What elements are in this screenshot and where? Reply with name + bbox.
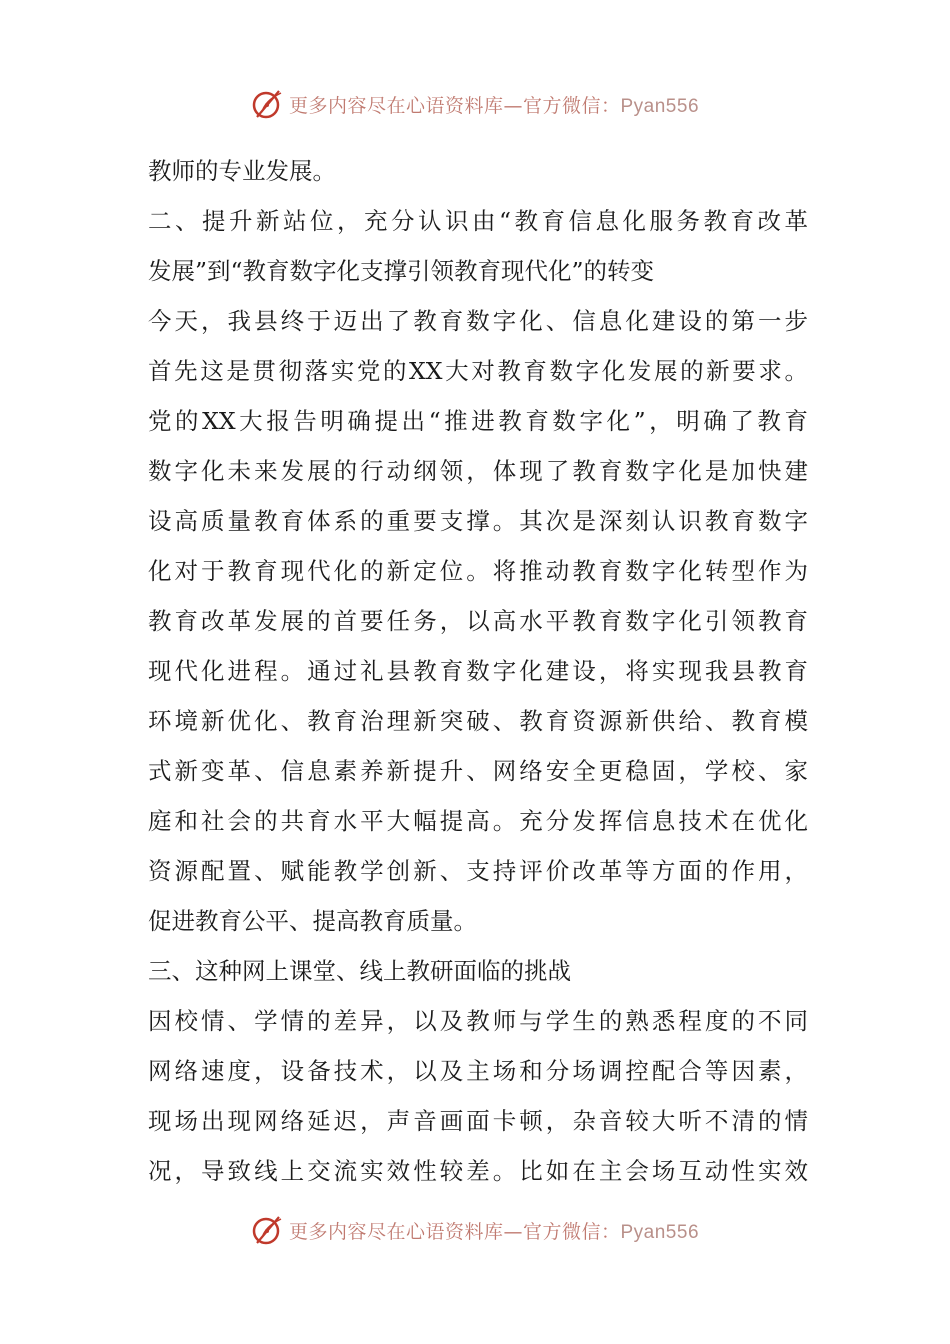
watermark-banner-top (0, 82, 950, 126)
pen-logo-icon (251, 1213, 285, 1247)
text-line: 现场出现网络延迟，声音画面卡顿，杂音较大听不清的情 (148, 1107, 808, 1135)
watermark-text: 更多内容尽在心语资料库—官方微信：Pyan556 (288, 94, 700, 117)
watermark-banner-bottom (0, 1208, 950, 1252)
wechat-id: Pyan556 (620, 1221, 700, 1243)
text-line: 促进教育公平、提高教育质量。 (148, 907, 477, 935)
text-line: 党的XX大报告明确提出“推进教育数字化”，明确了教育 (148, 407, 808, 435)
text-line: 今天，我县终于迈出了教育数字化、信息化建设的第一步 (148, 307, 808, 335)
section-heading: 三、这种网上课堂、线上教研面临的挑战 (148, 957, 571, 985)
text-line: 因校情、学情的差异，以及教师与学生的熟悉程度的不同 (148, 1007, 808, 1035)
wechat-id: Pyan556 (620, 95, 700, 117)
text-line: 资源配置、赋能教学创新、支持评价改革等方面的作用， (148, 857, 808, 885)
text-line: 教育改革发展的首要任务，以高水平教育数字化引领教育 (148, 607, 808, 635)
text-line: 设高质量教育体系的重要支撑。其次是深刻认识教育数字 (148, 507, 808, 535)
section-heading: 发展”到“教育数字化支撑引领教育现代化”的转变 (148, 257, 655, 285)
pen-logo-icon (251, 87, 285, 121)
text-line: 况，导致线上交流实效性较差。比如在主会场互动性实效 (148, 1157, 808, 1185)
text-line: 式新变革、信息素养新提升、网络安全更稳固，学校、家 (148, 757, 808, 785)
section-heading: 二、提升新站位，充分认识由“教育信息化服务教育改革 (148, 207, 808, 235)
text-line: 网络速度，设备技术，以及主场和分场调控配合等因素， (148, 1057, 808, 1085)
watermark-text: 更多内容尽在心语资料库—官方微信：Pyan556 (288, 1220, 700, 1243)
text-line: 化对于教育现代化的新定位。将推动教育数字化转型作为 (148, 557, 808, 585)
text-line: 首先这是贯彻落实党的XX大对教育数字化发展的新要求。 (148, 357, 808, 385)
text-line: 教师的专业发展。 (148, 157, 336, 185)
text-line: 环境新优化、教育治理新突破、教育资源新供给、教育模 (148, 707, 808, 735)
text-line: 数字化未来发展的行动纲领，体现了教育数字化是加快建 (148, 457, 808, 485)
text-line: 现代化进程。通过礼县教育数字化建设，将实现我县教育 (148, 657, 808, 685)
text-line: 庭和社会的共育水平大幅提高。充分发挥信息技术在优化 (148, 807, 808, 835)
